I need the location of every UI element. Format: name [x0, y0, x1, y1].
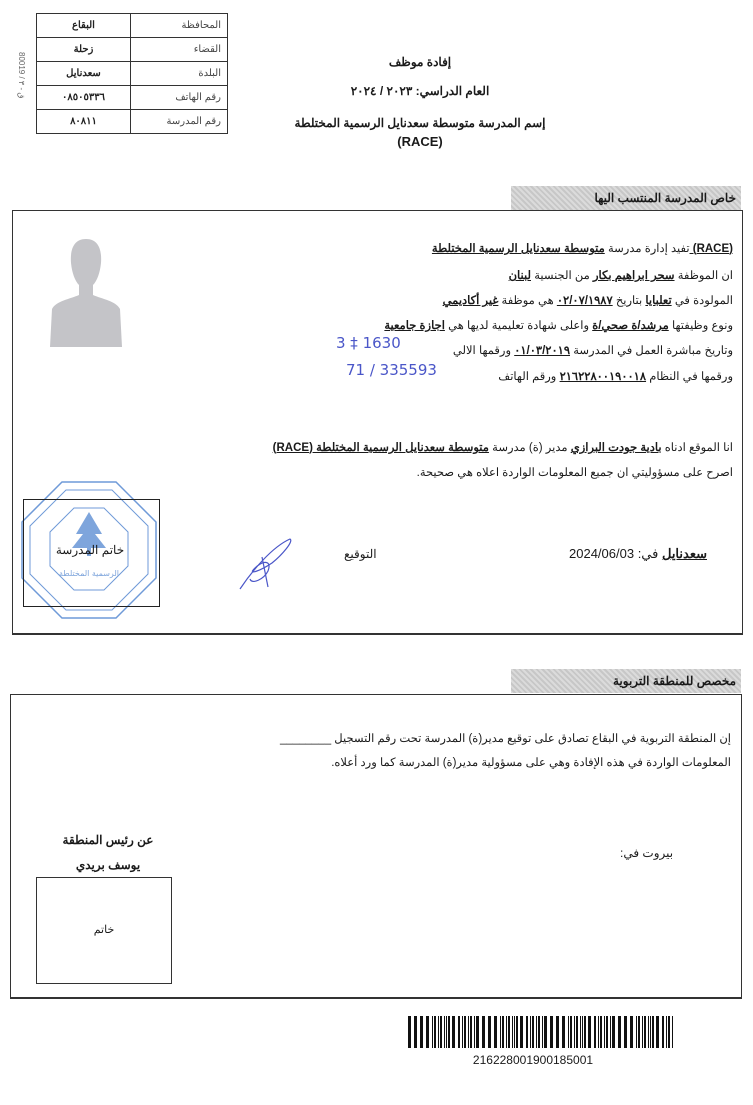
signature-label: التوقيع [344, 547, 377, 561]
info-value: سعدنايل [37, 62, 131, 86]
barcode-bar [672, 1016, 673, 1048]
barcode-bar [514, 1016, 515, 1048]
barcode-bar [568, 1016, 569, 1048]
barcode-bar [594, 1016, 596, 1048]
info-row [37, 38, 228, 62]
academic-year: العام الدراسي: ٢٠٢٣ / ٢٠٢٤ [350, 84, 490, 98]
authority-name: يوسف بريدي [75, 858, 141, 872]
barcode-bar [584, 1016, 586, 1048]
static-text: من الجنسية [531, 270, 593, 282]
static-text: مدير (ة) مدرسة [488, 442, 571, 454]
barcode-bar [630, 1016, 633, 1048]
filled-value: متوسطة سعدنايل الرسمية المختلطة (RACE) [272, 442, 489, 454]
static-text: هي موظفة [498, 295, 557, 307]
info-row [37, 110, 228, 134]
handwritten-auto-number: 3 ‡ 1630 [336, 334, 401, 352]
barcode-bar [532, 1016, 534, 1048]
info-label: القضاء [131, 38, 228, 62]
barcode-bar [542, 1016, 543, 1048]
barcode-bar [636, 1016, 637, 1048]
static-text: انا الموقع ادناه [661, 442, 733, 454]
filled-value: سحر ابراهيم بكار [593, 270, 675, 282]
declaration-line-1 [273, 440, 733, 454]
school-info-table [36, 13, 228, 134]
barcode-bar [556, 1016, 559, 1048]
barcode-number: 216228001900185001 [472, 1053, 594, 1067]
place-label: سعدنايل [661, 546, 707, 561]
handwritten-phone: 71 / 335593 [346, 361, 437, 379]
barcode-bar [520, 1016, 523, 1048]
barcode-bar [650, 1016, 651, 1048]
static-text: المولودة في [671, 295, 733, 307]
person-placeholder-icon [50, 237, 122, 347]
barcode-bar [642, 1016, 643, 1048]
side-form-code: 80019 / ق - ٣ [17, 52, 26, 99]
barcode-bar [512, 1016, 513, 1048]
barcode-bar [644, 1016, 646, 1048]
barcode-bar [432, 1016, 433, 1048]
section-school-label: خاص المدرسة المنتسب اليها [511, 186, 741, 210]
barcode-bar [656, 1016, 659, 1048]
filled-value: متوسطة سعدنايل الرسمية المختلطة [431, 243, 605, 255]
barcode-bar [618, 1016, 621, 1048]
static-text: ونوع وظيفتها [668, 320, 733, 332]
static-text: ورقمها الالي [452, 345, 515, 357]
barcode-bar [440, 1016, 442, 1048]
school-code: (RACE) [397, 134, 443, 149]
barcode-bar [530, 1016, 531, 1048]
barcode-bar [426, 1016, 429, 1048]
filled-value: لبنان [508, 270, 531, 282]
barcode-bar [612, 1016, 615, 1048]
authority-title: عن رئيس المنطقة [62, 833, 154, 847]
barcode-bar [462, 1016, 463, 1048]
static-text: بتاريخ [612, 295, 646, 307]
barcode-bar [526, 1016, 528, 1048]
info-row [37, 14, 228, 38]
filled-value: اجازة جامعية [384, 320, 445, 332]
barcode-bar [666, 1016, 667, 1048]
statement-line [498, 369, 733, 383]
barcode-bar [668, 1016, 670, 1048]
barcode-bar [648, 1016, 649, 1048]
barcode-bar [508, 1016, 510, 1048]
barcode-bar [606, 1016, 608, 1048]
region-line-1: إن المنطقة التربوية في البقاع تصادق على توقيع مدير(ة) المدرسة تحت رقم التسجيل ________ [279, 733, 731, 745]
info-value: ٠٨٥٠٥٣٣٦ [37, 86, 131, 110]
barcode-bar [624, 1016, 627, 1048]
barcode-bar [434, 1016, 436, 1048]
barcode-bar [652, 1016, 654, 1048]
info-label: البلدة [131, 62, 228, 86]
barcode-bar [550, 1016, 553, 1048]
static-text: تفيد إدارة مدرسة [604, 243, 690, 255]
barcode-bar [464, 1016, 466, 1048]
barcode-bar [482, 1016, 485, 1048]
filled-value: غير أكاديمي [442, 295, 499, 307]
issue-date: 2024/06/03 [569, 546, 635, 561]
barcode-bar [516, 1016, 518, 1048]
info-row [37, 62, 228, 86]
info-value: زحلة [37, 38, 131, 62]
place-date [569, 546, 707, 562]
barcode-bar [610, 1016, 611, 1048]
barcode-bar [570, 1016, 572, 1048]
static-text: وتاريخ مباشرة العمل في المدرسة [570, 345, 733, 357]
region-place-date: بيروت في: [620, 846, 674, 860]
barcode-bar [604, 1016, 605, 1048]
info-row [37, 86, 228, 110]
barcode-bar [414, 1016, 417, 1048]
barcode-bar [562, 1016, 565, 1048]
barcode-bar [662, 1016, 664, 1048]
filled-value: بادية جودت البرازي [570, 442, 662, 454]
barcode-bar [580, 1016, 581, 1048]
barcode-bar [438, 1016, 439, 1048]
barcode-bar [544, 1016, 547, 1048]
barcode-bar [538, 1016, 540, 1048]
barcode-bar [588, 1016, 591, 1048]
statement-line [443, 293, 733, 307]
section-region-label: مخصص للمنطقة التربوية [511, 669, 741, 693]
filled-value: ٠٢/٠٧/١٩٨٧ [556, 295, 613, 307]
info-label: رقم الهاتف [131, 86, 228, 110]
info-label: المحافظة [131, 14, 228, 38]
barcode-bar [600, 1016, 602, 1048]
barcode-bar [420, 1016, 423, 1048]
region-line-2: المعلومات الواردة في هذه الإفادة وهي على مسؤولية مدير(ة) المدرسة كما ورد أعلاه. [331, 757, 731, 769]
statement-line [453, 343, 733, 357]
barcode-bar [638, 1016, 640, 1048]
static-text: ان الموظفة [674, 270, 733, 282]
barcode-bar [582, 1016, 583, 1048]
barcode-bar [576, 1016, 578, 1048]
date-prefix: في: [634, 546, 662, 561]
barcode-bar [488, 1016, 491, 1048]
barcode-bar [448, 1016, 450, 1048]
barcode-bar [506, 1016, 507, 1048]
barcode-bar [474, 1016, 475, 1048]
barcode [408, 1016, 738, 1048]
school-name-line: إسم المدرسة متوسطة سعدنايل الرسمية المختلطة [294, 116, 546, 130]
barcode-bar [494, 1016, 497, 1048]
region-stamp-label: خاتم [93, 924, 115, 936]
barcode-bar [458, 1016, 460, 1048]
school-stamp-label: خاتم المدرسة [55, 543, 125, 557]
info-value: البقاع [37, 14, 131, 38]
filled-value: تعلبايا [645, 295, 672, 307]
filled-value: ٠١/٠٣/٢٠١٩ [514, 345, 571, 357]
barcode-bar [468, 1016, 469, 1048]
barcode-bar [444, 1016, 445, 1048]
barcode-bar [446, 1016, 447, 1048]
barcode-bar [536, 1016, 537, 1048]
info-value: ٨٠٨١١ [37, 110, 131, 134]
barcode-bar [408, 1016, 411, 1048]
statement-line [384, 318, 733, 332]
barcode-bar [502, 1016, 504, 1048]
static-text: ورقم الهاتف [498, 371, 560, 383]
statement-line [432, 241, 733, 255]
svg-text:الرسمية المختلطة: الرسمية المختلطة [58, 569, 120, 578]
barcode-bar [470, 1016, 472, 1048]
document-title: إفادة موظف [388, 55, 452, 69]
signature-icon [232, 535, 298, 593]
info-label: رقم المدرسة [131, 110, 228, 134]
filled-value: (RACE) [689, 243, 733, 255]
barcode-bar [598, 1016, 599, 1048]
static-text: ورقمها في النظام [646, 371, 733, 383]
barcode-bar [574, 1016, 575, 1048]
declaration-line-2: اصرح على مسؤوليتي ان جميع المعلومات الواردة اعلاه هي صحيحة. [416, 467, 733, 479]
filled-value: مرشد/ة صحي/ة [592, 320, 669, 332]
filled-value: ٢١٦٢٢٨٠٠١٩٠٠١٨ [559, 371, 647, 383]
static-text: واعلى شهادة تعليمية لديها هي [444, 320, 593, 332]
barcode-bar [476, 1016, 479, 1048]
barcode-bar [452, 1016, 455, 1048]
statement-line [509, 268, 733, 282]
barcode-bar [500, 1016, 501, 1048]
